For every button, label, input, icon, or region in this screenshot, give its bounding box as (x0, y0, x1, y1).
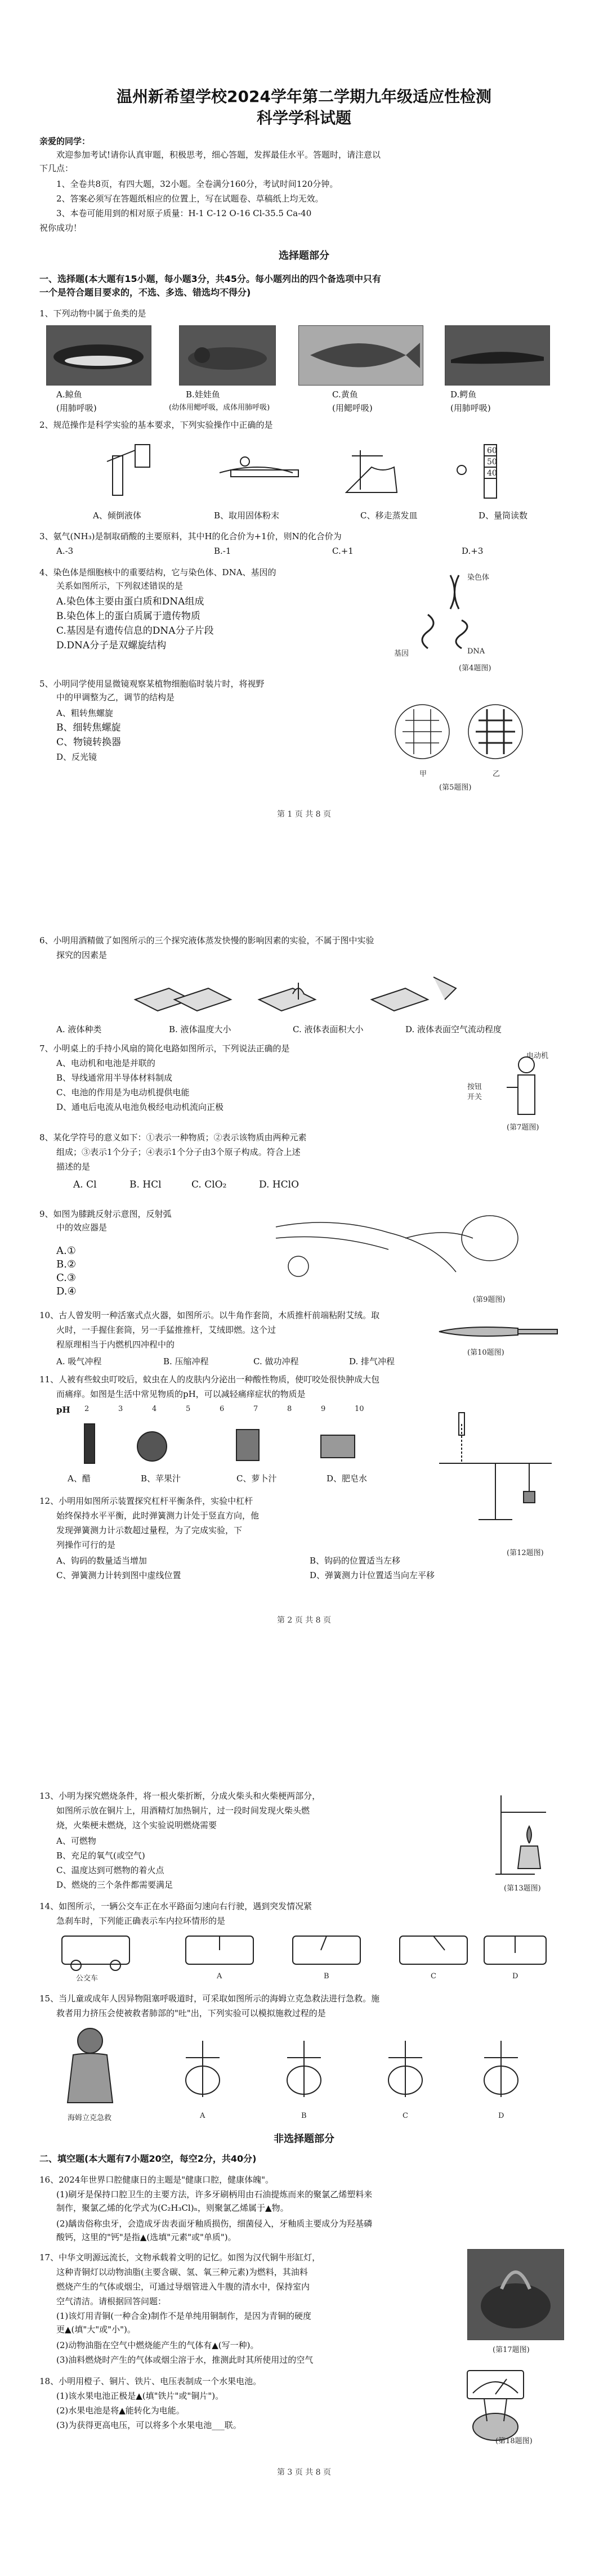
question-stem: 8、某化学符号的意义如下：①表示一种物质；②表示该物质由两种元素 (39, 1132, 307, 1143)
question-stem: 描述的是 (56, 1162, 91, 1172)
sub-question: (1)刷牙是保持口腔卫生的主要方法，许多牙刷柄用由石油提炼而来的聚氯乙烯塑料来 (56, 2189, 373, 2199)
option-a: A、醋 (68, 1473, 91, 1484)
question-stem: 10、古人曾发明一种活塞式点火器，如图所示。以牛角作套筒，木质推杆前端粘附艾绒。取 (39, 1310, 380, 1320)
page-3 (0, 1688, 608, 2576)
svg-text:40: 40 (487, 469, 497, 478)
sub-question: 制作，聚氯乙烯的化学式为(C₂H₃Cl)ₙ，则聚氯乙烯属于▲物。 (56, 2203, 289, 2213)
question-stem: 4、染色体是细胞核中的重要结构，它与染色体、DNA、基因的 (39, 567, 276, 577)
heimlich-figure (51, 2024, 546, 2108)
ph-tick: 8 (287, 1405, 292, 1413)
figure-caption: (第4题图) (459, 664, 491, 673)
option-a: A、可燃物 (56, 1836, 96, 1846)
option-d: D. 排气冲程 (349, 1356, 395, 1367)
option-b: B.娃娃鱼 (186, 389, 220, 400)
option-b: B (324, 1972, 329, 1981)
question-stem: 燃烧产生的气体或烟尘，可通过导烟管进入牛腹的清水中，保持室内 (56, 2282, 310, 2292)
label-jia: 甲 (419, 770, 427, 778)
whale-image (46, 325, 151, 386)
exam-title: 温州新希望学校2024学年第二学期九年级适应性检测 (117, 87, 491, 106)
option-d: D、通电后电流从电池负极经电动机流向正极 (56, 1102, 224, 1112)
salamander-image (179, 325, 276, 386)
question-stem: 15、当儿童或成年人因异物阻塞呼吸道时，可采取如图所示的海姆立克急救法进行急救。施 (39, 1993, 380, 2004)
fan-circuit-figure (484, 1052, 557, 1120)
rule-1: 1、全卷共8页，有四大题，32小题。全卷满分160分，考试时间120分钟。 (56, 179, 338, 189)
page-footer: 第 2 页 共 8 页 (276, 1616, 332, 1625)
label-bus: 公交车 (76, 1974, 99, 1983)
question-stem: 组成；③表示1个分子；④表示1个分子由3个原子构成。符合上述 (56, 1147, 301, 1157)
option-b: B、导线通常用半导体材料制成 (56, 1073, 173, 1083)
option-c: C.③ (56, 1272, 76, 1284)
sub-question: 更▲(填"大"或"小")。 (56, 2324, 136, 2335)
sub-question: 酸钙，这里的"钙"是指▲(选填"元素"或"单质")。 (56, 2232, 236, 2242)
label-button: 按钮 (467, 1083, 482, 1091)
ph-items-figure (73, 1418, 388, 1469)
question-stem: 而痛痒。如图是生活中常见物质的pH，可以减轻痛痒症状的物质是 (56, 1389, 306, 1399)
option-d: D、弹簧测力计位置适当向左平移 (310, 1570, 435, 1580)
question-stem: 始终保持水平平衡，此时弹簧测力计处于竖直方向，他 (56, 1511, 260, 1521)
yellow-croaker-image (298, 325, 423, 386)
option-c: C、物镜转换器 (56, 737, 122, 748)
option-b: B.② (56, 1258, 77, 1270)
option-a: A. 液体种类 (56, 1024, 102, 1034)
intro-line: 欢迎参加考试!请你认真审题，积极思考，细心答题，发挥最佳水平。答题时，请注意以 (56, 150, 381, 160)
option-c: C.黄鱼 (332, 389, 358, 400)
label-gene: 基因 (394, 649, 409, 658)
option-c: C、弹簧测力计转到图中虚线位置 (56, 1570, 181, 1580)
sub-question: (2)动物油脂在空气中燃烧能产生的气体有▲(写一种)。 (56, 2340, 259, 2350)
question-stem: 关系如图所示，下列叙述错误的是 (56, 581, 184, 591)
option-d: D. 液体表面空气流动程度 (405, 1024, 502, 1034)
option-c: C. 做功冲程 (253, 1356, 299, 1367)
option-c: C (431, 1972, 436, 1981)
question-stem: 中的效应器是 (56, 1222, 108, 1233)
question-stem: 7、小明桌上的手持小风扇的简化电路如图所示，下列说法正确的是 (39, 1043, 290, 1054)
sub-question: (1)该水果电池正极是▲(填"铁片"或"铜片")。 (56, 2391, 224, 2401)
question-stem: 发现弹簧测力计示数超过量程，为了完成实验，下 (56, 1525, 243, 1535)
lab-operations-figure (90, 439, 552, 507)
option-c: C.基因是有遗传信息的DNA分子片段 (56, 625, 214, 637)
option-c-note: (用鳃呼吸) (332, 403, 373, 413)
section-heading: 一个是符合题目要求的，不选、多选、错选均不得分) (39, 287, 251, 298)
option-b: B、苹果汁 (141, 1473, 181, 1484)
option-c: C. ClO₂ (191, 1179, 227, 1190)
question-stem: 14、如图所示，一辆公交车正在水平路面匀速向右行驶，遇到突发情况紧 (39, 1901, 312, 1911)
ph-tick: 7 (253, 1405, 258, 1413)
sub-question: (2)水果电池是将▲能转化为电能。 (56, 2405, 185, 2416)
figure-caption: (第17题图) (493, 2346, 530, 2354)
ph-tick: 6 (220, 1405, 225, 1413)
option-b: B、充足的氧气(或空气) (56, 1851, 145, 1861)
option-a: A.-3 (56, 546, 74, 556)
option-c: C、移走蒸发皿 (360, 510, 418, 521)
question-stem: 救者用力挤压会使被救者肺部的"吐"出，下列实验可以模拟施救过程的是 (56, 2008, 326, 2018)
page-footer: 第 1 页 共 8 页 (276, 810, 332, 819)
question-stem: 列操作可行的是 (56, 1540, 116, 1550)
option-a: A (217, 1972, 222, 1981)
option-a: A、粗转焦螺旋 (56, 708, 113, 718)
section-heading: 二、填空题(本大题有7小题20空，每空2分，共40分) (39, 2153, 257, 2164)
question-stem: 2、规范操作是科学实验的基本要求，下列实验操作中正确的是 (39, 420, 273, 430)
option-a: A. Cl (73, 1179, 97, 1190)
question-stem: 如图所示放在铜片上，用酒精灯加热铜片，过一段时间发现火柴头燃 (56, 1806, 310, 1816)
figure-caption: (第10题图) (467, 1349, 504, 1357)
option-a: A (200, 2112, 205, 2120)
figure-caption: (第12题图) (507, 1549, 544, 1557)
ph-tick: 4 (152, 1405, 157, 1413)
question-stem: 程原理相当于内燃机四冲程中的 (56, 1339, 175, 1350)
ph-tick: 9 (321, 1405, 326, 1413)
option-c: C.+1 (332, 546, 354, 556)
option-c: C、温度达到可燃物的着火点 (56, 1865, 164, 1875)
chromosome-dna-figure (394, 570, 507, 654)
option-a: A.① (56, 1245, 76, 1257)
section-title: 非选择题部分 (274, 2133, 334, 2145)
question-stem: 18、小明用橙子、铜片、铁片、电压表制成一个水果电池。 (39, 2376, 262, 2386)
question-stem: 9、如图为膝跳反射示意图，反射弧 (39, 1209, 172, 1219)
figure-caption: (第13题图) (504, 1884, 541, 1893)
intro-line: 下几点： (39, 163, 74, 173)
sub-question: (2)龋齿俗称虫牙，会造成牙齿表面牙釉质损伤，细菌侵入，牙釉质主要成分为羟基磷 (56, 2219, 373, 2229)
option-d: D.④ (56, 1285, 77, 1297)
figure-caption: (第7题图) (507, 1123, 539, 1132)
option-a: A. 吸气冲程 (56, 1356, 102, 1367)
lever-figure (428, 1401, 563, 1525)
option-b: B (301, 2112, 307, 2120)
option-a-note: (用肺呼吸) (56, 403, 97, 413)
question-stem: 12、小明用如图所示装置探究杠杆平衡条件，实验中杠杆 (39, 1496, 253, 1506)
label-chromosome: 染色体 (467, 574, 490, 582)
page-2 (0, 833, 608, 1688)
option-d: D、肥皂水 (327, 1473, 368, 1484)
section-heading: 一、选择题(本大题有15小题，每小题3分，共45分。每小题列出的四个备选项中只有 (39, 274, 381, 284)
option-b: B. 压缩冲程 (163, 1356, 209, 1367)
option-d: D.+3 (462, 546, 484, 556)
question-stem: 空气清洁。请根据回答问题： (56, 2296, 167, 2306)
option-b: B、取用固体粉末 (214, 510, 280, 521)
rule-2: 2、答案必须写在答题纸相应的位置上，写在试题卷、草稿纸上均无效。 (56, 194, 324, 204)
piston-igniter-figure (433, 1320, 563, 1343)
sub-question: (3)为获得更高电压，可以将多个水果电池___联。 (56, 2420, 242, 2430)
option-d: D.鳄鱼 (450, 389, 477, 400)
rule-3: 3、本卷可能用到的相对原子质量：H-1 C-12 O-16 Cl-35.5 Ca-40 (56, 208, 312, 218)
option-d: D (498, 2112, 504, 2120)
svg-text:50: 50 (487, 458, 497, 467)
ph-tick: 10 (355, 1405, 364, 1413)
label-motor: 电动机 (526, 1052, 549, 1060)
figure-caption: (第18题图) (495, 2437, 533, 2445)
section-title: 选择题部分 (279, 250, 329, 262)
option-a: A、倾倒液体 (93, 510, 141, 521)
question-stem: 16、2024年世界口腔健康日的主题是"健康口腔，健康体魄"。 (39, 2175, 274, 2185)
question-stem: 6、小明用酒精做了如图所示的三个探究液体蒸发快慢的影响因素的实验，不属于图中实验 (39, 935, 374, 946)
option-d: D (512, 1972, 518, 1981)
question-stem: 这种青铜灯以动物油脂(主要含碳、氢、氧三种元素)为燃料，其油料 (56, 2267, 308, 2277)
option-c: C (403, 2112, 408, 2120)
option-b-note: (幼体用鳃呼吸，成体用肺呼吸) (169, 404, 270, 412)
option-c: C. 液体表面积大小 (293, 1024, 364, 1034)
option-c: C、萝卜汁 (236, 1473, 277, 1484)
question-stem: 17、中华文明源远流长，文物承载着文明的记忆。如图为汉代铜牛形缸灯， (39, 2252, 321, 2263)
wish: 祝你成功！ (39, 223, 82, 233)
option-a: A.鲸鱼 (56, 389, 82, 400)
option-b: B. HCl (129, 1179, 162, 1190)
fruit-battery-figure (428, 2359, 563, 2444)
microscope-view-figure (388, 698, 535, 765)
option-d: D.DNA分子是双螺旋结构 (56, 640, 167, 651)
option-b: B、细转焦螺旋 (56, 722, 121, 733)
svg-text:60: 60 (487, 446, 497, 455)
option-a: A、电动机和电池是并联的 (56, 1058, 155, 1068)
question-stem: 11、人被有些蚊虫叮咬后，蚊虫在人的皮肤内分泌出一种酸性物质，使叮咬处很快肿成大包 (39, 1374, 380, 1385)
sub-question: (3)油料燃烧时产生的气体或烟尘溶于水，推测此时其所使用过的空气 (56, 2355, 314, 2365)
question-stem: 1、下列动物中属于鱼类的是 (39, 308, 146, 319)
question-stem: 火时，一手握住套筒，另一手猛推推杆，艾绒即燃。这个过 (56, 1325, 276, 1335)
option-b: B、钩码的位置适当左移 (310, 1556, 401, 1566)
bronze-lamp-image (467, 2249, 564, 2340)
option-d: D. HClO (259, 1179, 299, 1190)
combustion-figure (490, 1790, 563, 1880)
question-stem: 中的甲调整为乙，调节的结构是 (56, 692, 175, 702)
label-dna: DNA (467, 647, 485, 656)
option-b: B.-1 (214, 546, 231, 556)
option-d-note: (用肺呼吸) (450, 403, 491, 413)
bus-handles-figure (56, 1930, 552, 1975)
question-stem: 急刹车时，下列能正确表示车内拉环情形的是 (56, 1916, 226, 1926)
question-stem: 13、小明为探究燃烧条件，将一根火柴折断，分成火柴头和火柴梗两部分， (39, 1791, 321, 1801)
question-stem: 探究的因素是 (56, 950, 108, 960)
option-d: D、量筒读数 (479, 510, 528, 521)
crocodile-image (445, 325, 550, 386)
greeting: 亲爱的同学： (39, 136, 91, 146)
question-stem: 3、氨气(NH₃)是制取硝酸的主要原料，其中H的化合价为+1价，则N的化合价为 (39, 531, 342, 541)
option-d: D、反光镜 (56, 752, 97, 762)
question-stem: 5、小明同学使用显微镜观察某植物细胞临时装片时，将视野 (39, 679, 265, 689)
ph-tick: 2 (84, 1405, 90, 1413)
figure-caption: (第9题图) (473, 1296, 506, 1304)
option-c: C、电池的作用是为电动机提供电能 (56, 1087, 190, 1097)
ph-tick: 5 (186, 1405, 191, 1413)
option-b: B. 液体温度大小 (169, 1024, 231, 1034)
option-b: B.染色体上的蛋白质属于遗传物质 (56, 611, 200, 622)
page-footer: 第 3 页 共 8 页 (276, 2468, 332, 2477)
option-a: A.染色体主要由蛋白质和DNA组成 (56, 596, 204, 607)
option-d: D、燃烧的三个条件都需要满足 (56, 1880, 173, 1890)
label-switch: 开关 (467, 1093, 482, 1101)
label-heimlich: 海姆立克急救 (68, 2114, 112, 2122)
label-yi: 乙 (493, 770, 500, 778)
ph-label: pH (56, 1405, 70, 1415)
question-stem: 烧，火柴梗未燃烧，这个实验说明燃烧需要 (56, 1820, 217, 1830)
knee-reflex-figure (265, 1204, 535, 1294)
ph-tick: 3 (118, 1405, 123, 1413)
exam-subtitle: 科学学科试题 (256, 109, 351, 127)
page-1 (0, 0, 608, 833)
figure-caption: (第5题图) (439, 783, 472, 792)
sub-question: (1)该灯用青铜(一种合金)制作不是单纯用铜制作，是因为青铜的硬度 (56, 2311, 311, 2321)
evaporation-experiments-figure (129, 966, 467, 1016)
option-a: A、钩码的数量适当增加 (56, 1556, 147, 1566)
